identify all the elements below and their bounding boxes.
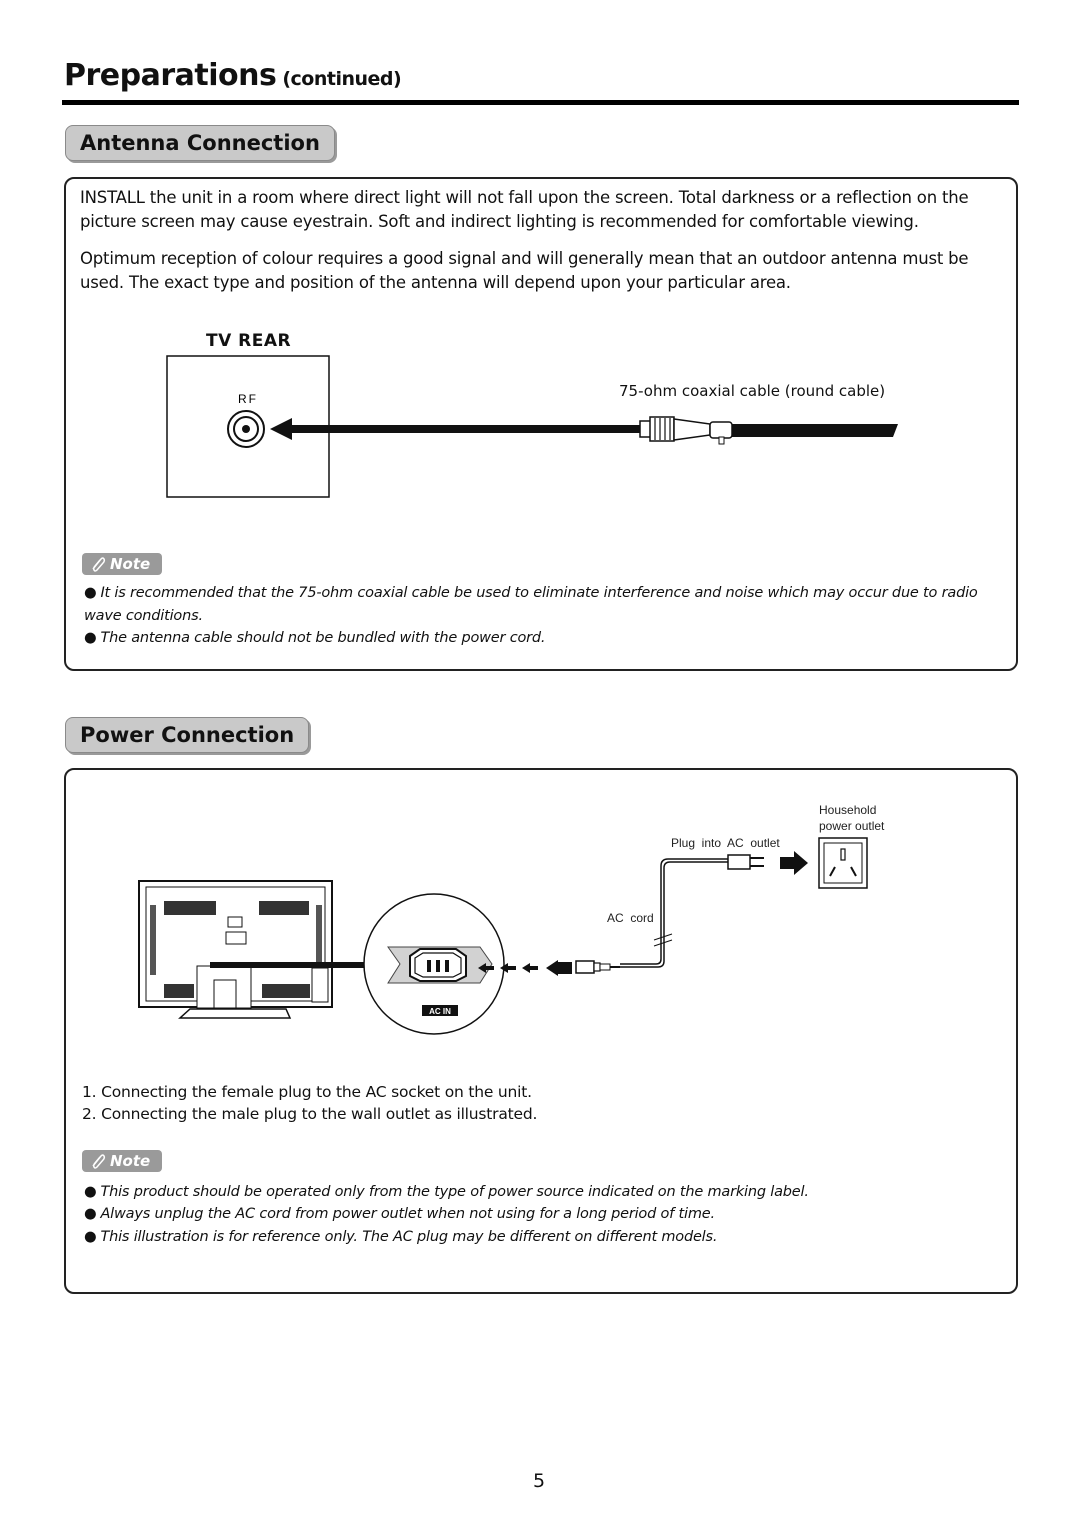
bullet-icon: ● bbox=[84, 1206, 97, 1222]
bullet-icon: ● bbox=[84, 585, 97, 601]
tv-back-illustration bbox=[139, 881, 332, 1018]
household-label: Household bbox=[819, 803, 877, 817]
plug-into-outlet-label: Plug into AC outlet bbox=[671, 836, 780, 850]
power-note-3: ● This illustration is for reference only. The AC plug may be different on different models. bbox=[84, 1229, 718, 1245]
power-step-2: 2. Connecting the male plug to the wall outlet as illustrated. bbox=[82, 1105, 538, 1123]
tv-rear-label: TV REAR bbox=[206, 331, 292, 351]
ac-cord-label: AC cord bbox=[607, 911, 654, 925]
bullet-icon: ● bbox=[84, 1229, 97, 1245]
antenna-paragraph-1: INSTALL the unit in a room where direct light will not fall upon the screen. Total darkness or a reflection on the picture screen may cause eyestrain. Soft and indirect lighting is recommended for comfortable viewing. bbox=[80, 188, 969, 231]
antenna-note-1: ● It is recommended that the 75-ohm coaxial cable be used to eliminate interference and noise which may occur due to radio wave conditions. bbox=[84, 585, 978, 624]
page-subtitle: (continued) bbox=[282, 68, 402, 90]
antenna-paragraph-2: Optimum reception of colour requires a good signal and will generally mean that an outdoor antenna must be used. The exact type and position of the antenna will depend upon your particular area. bbox=[80, 249, 969, 292]
coax-cable-label: 75-ohm coaxial cable (round cable) bbox=[619, 382, 886, 400]
antenna-note-2: ● The antenna cable should not be bundled with the power cord. bbox=[84, 630, 546, 646]
female-plug-icon bbox=[576, 961, 620, 973]
bullet-icon: ● bbox=[84, 1184, 97, 1200]
power-note-1: ● This product should be operated only from the type of power source indicated on the marking label. bbox=[84, 1184, 809, 1200]
power-outlet-label: power outlet bbox=[819, 819, 885, 833]
power-note-badge bbox=[82, 1150, 162, 1172]
power-section-heading: Power Connection bbox=[65, 717, 309, 753]
bullet-icon: ● bbox=[84, 630, 97, 646]
rf-label: RF bbox=[238, 392, 258, 406]
ac-inlet-icon bbox=[410, 949, 466, 981]
page-title: Preparations (continued) bbox=[64, 58, 402, 93]
power-note-2: ● Always unplug the AC cord from power outlet when not using for a long period of time. bbox=[84, 1206, 715, 1222]
antenna-note-label: Note bbox=[110, 555, 151, 573]
power-step-1: 1. Connecting the female plug to the AC socket on the unit. bbox=[82, 1083, 532, 1101]
page-number: 5 bbox=[533, 1470, 546, 1492]
ac-in-label: AC IN bbox=[429, 1007, 451, 1016]
power-note-label: Note bbox=[110, 1152, 151, 1170]
ac-cord bbox=[620, 862, 728, 967]
antenna-section-heading: Antenna Connection bbox=[65, 125, 335, 161]
paperclip-icon bbox=[90, 1153, 106, 1169]
arrow-icon bbox=[794, 851, 808, 875]
male-plug-icon bbox=[728, 855, 764, 869]
wall-outlet-icon bbox=[819, 838, 867, 888]
